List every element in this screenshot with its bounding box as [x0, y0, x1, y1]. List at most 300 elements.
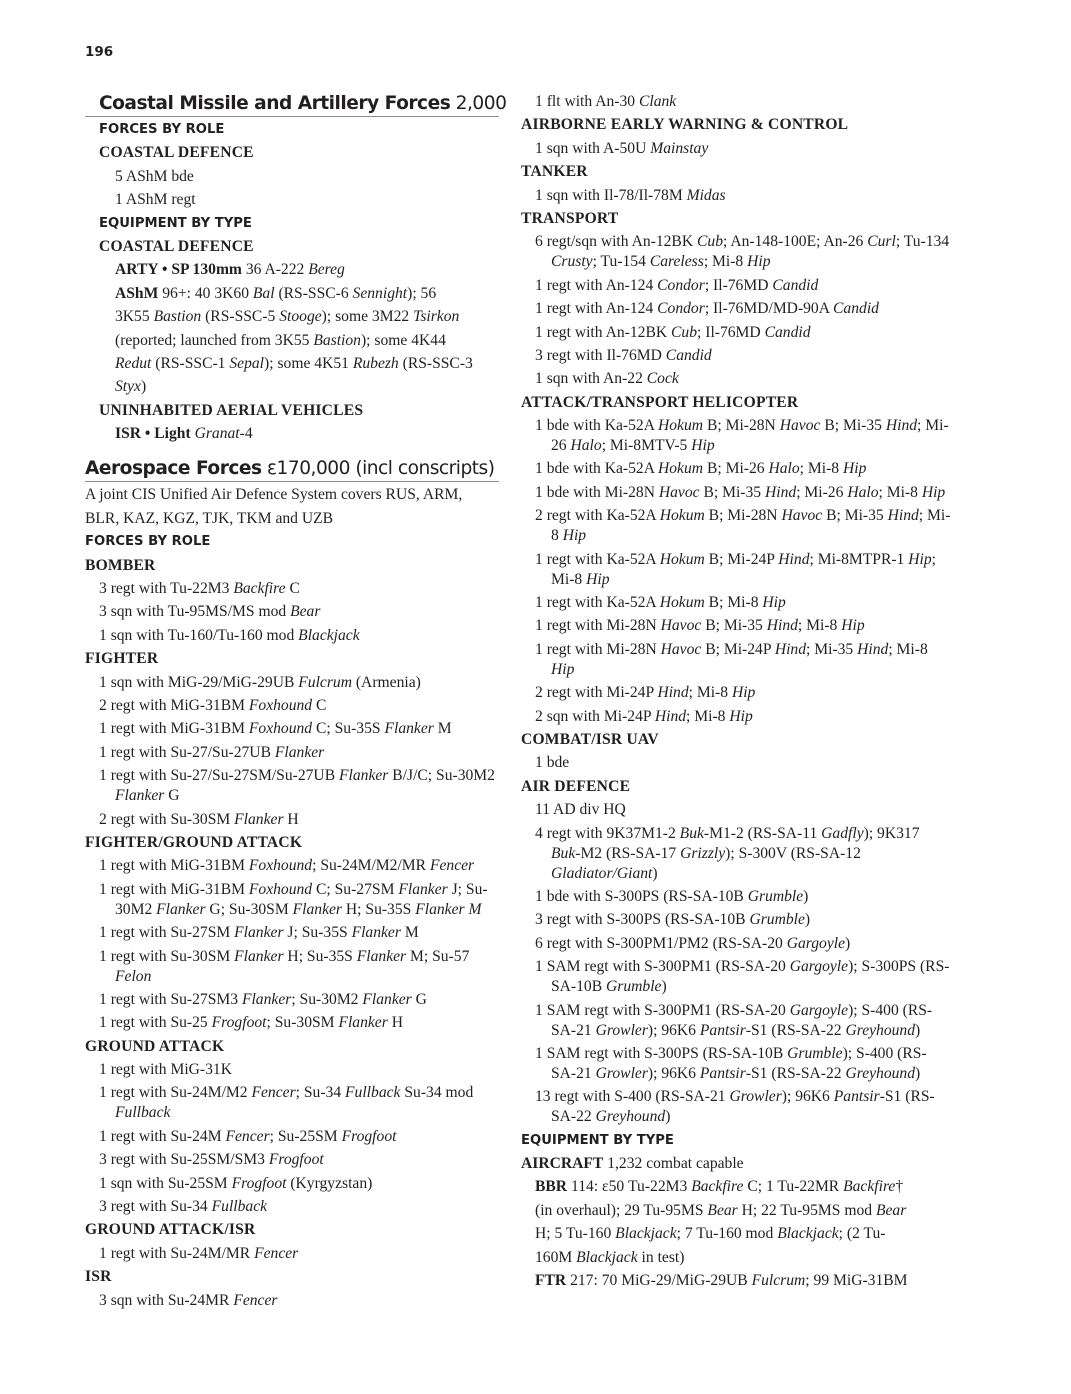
entry-line — [85, 696, 499, 716]
entry-text: (RS-SSC-5 — [201, 308, 280, 326]
entry-text: H; Su-35S — [283, 947, 357, 965]
entry-line — [521, 1044, 951, 1084]
designation-name: Frogfoot — [231, 1174, 287, 1192]
designation-name: Flanker — [338, 1014, 388, 1032]
entry-line — [85, 1150, 499, 1170]
designation-name: Hip — [691, 437, 715, 455]
designation-name: Hokum — [659, 507, 705, 525]
entry-text: 96+: 40 3K60 — [158, 284, 253, 302]
entry-text: 13 regt with S-400 (RS-SA-21 — [535, 1088, 730, 1106]
designation-name: Halo — [570, 437, 602, 455]
entry-text: ); S-400 (RS-SA-21 — [551, 1044, 927, 1082]
entry-line — [85, 579, 499, 599]
section-title-name: Coastal Missile and Artillery Forces — [99, 93, 451, 114]
designation-name: Condor — [657, 276, 705, 294]
entry-line — [85, 377, 499, 397]
designation-name: Fencer — [225, 1127, 270, 1145]
designation-name: Flanker — [292, 900, 342, 918]
entry-text: -M1-2 (RS-SA-11 — [703, 824, 822, 842]
entry-text: ; Su-34 — [295, 1084, 346, 1102]
entry-text: 1 bde with S-300PS (RS-SA-10B — [535, 887, 748, 905]
entry-text: M; Su-57 — [406, 947, 470, 965]
entry-line — [521, 550, 951, 590]
designation-name: Fulcrum — [298, 673, 352, 691]
designation-name: Curl — [867, 233, 896, 251]
entry-text: 2 regt with Mi-24P — [535, 684, 658, 702]
entry-line — [521, 640, 951, 680]
designation-name: Halo — [847, 483, 879, 501]
designation-name: Hind — [885, 417, 918, 435]
entry-text: 1 sqn with Il-78/Il-78M — [535, 186, 687, 204]
designation-name: Bear — [875, 1201, 907, 1219]
entry-text: ); 9K317 — [863, 824, 920, 842]
designation-name: Hind — [766, 617, 798, 635]
entry-text: ) — [845, 934, 851, 952]
entry-text: ; Mi-8 — [551, 550, 936, 588]
designation-name: Flanker — [234, 924, 284, 942]
entry-text: 1 regt with Su-27/Su-27SM/Su-27UB — [99, 767, 339, 785]
left-column — [85, 92, 507, 1311]
entry-line — [85, 1291, 499, 1311]
entry-text: 1 SAM regt with S-300PS (RS-SA-10B — [535, 1044, 788, 1062]
entry-text: ; Su-30SM — [266, 1014, 339, 1032]
entry-text: in test) — [637, 1248, 685, 1266]
designation-name: Hip — [551, 660, 575, 678]
entry-text: 1 sqn with A-50U — [535, 139, 651, 157]
entry-line — [521, 707, 951, 727]
entry-text: (RS-SSC-3 — [398, 354, 473, 372]
entry-text: ; Mi-8MTV-5 — [601, 437, 692, 455]
designation-name: Hip — [762, 594, 786, 612]
entry-text: ; Mi-35 — [806, 640, 858, 658]
entry-text: B; Mi-26 — [703, 460, 769, 478]
entry-text: 1 regt with An-124 — [535, 300, 658, 318]
entry-line — [85, 810, 499, 830]
designation-name: Flanker — [398, 880, 448, 898]
entry-text: ; Il-76MD/MD-90A — [704, 300, 834, 318]
entry-text: ; Mi-8 — [703, 253, 748, 271]
entry-text: 217: 70 MiG-29/MiG-29UB — [566, 1272, 752, 1290]
designation-name: Cub — [697, 233, 723, 251]
entry-line — [521, 92, 951, 112]
role-heading: FORCES BY ROLE — [85, 534, 211, 550]
entry-text: 1 regt with An-12BK — [535, 323, 672, 341]
section-title — [85, 92, 507, 117]
entry-text: 1 regt with Mi-28N — [535, 640, 661, 658]
entry-text: 1 flt with An-30 — [535, 93, 639, 110]
category-heading: ATTACK/TRANSPORT HELICOPTER — [521, 393, 799, 411]
entry-text: B; Mi-35 — [699, 483, 765, 501]
designation-name: Candid — [665, 346, 712, 364]
entry-line — [85, 354, 499, 374]
entry-text: H — [387, 1014, 403, 1032]
entry-text: 1 regt with An-124 — [535, 276, 658, 294]
entry-text: 11 AD div HQ — [535, 801, 626, 819]
entry-text: B; Mi-28N — [704, 507, 782, 525]
designation-name: Flanker — [339, 767, 389, 785]
designation-name: Clank — [638, 93, 677, 110]
entry-text: ; Mi-8 — [797, 617, 842, 635]
designation-name: Backfire — [691, 1178, 744, 1196]
designation-name: Havoc — [781, 507, 823, 525]
entry-line — [521, 1248, 951, 1268]
entry-text: 3 regt with S-300PS (RS-SA-10B — [535, 911, 750, 929]
designation-name: Redut — [115, 354, 152, 372]
designation-name: Hokum — [659, 594, 705, 612]
entry-line — [521, 593, 951, 613]
entry-text: 1,232 combat capable — [603, 1155, 744, 1173]
designation-name: Greyhound — [845, 1064, 916, 1082]
designation-name: Foxhound — [248, 696, 313, 714]
entry-line — [521, 753, 951, 773]
entry-line — [521, 616, 951, 636]
designation-name: Sepal — [229, 354, 265, 372]
entry-text: ); some 4K44 — [360, 331, 446, 349]
section-spacer — [85, 447, 499, 457]
entry-text: (RS-SSC-1 — [151, 354, 230, 372]
entry-text: ) — [665, 1108, 671, 1126]
category-heading: TRANSPORT — [521, 209, 619, 227]
entry-text: 1 SAM regt with S-300PM1 (RS-SA-20 — [535, 1001, 790, 1019]
designation-name: Fencer — [254, 1244, 299, 1262]
entry-text: B; Mi-24P — [704, 550, 779, 568]
designation-name: Buk — [551, 844, 576, 862]
entry-line — [521, 186, 951, 206]
entry-line — [85, 990, 499, 1010]
entry-line — [85, 673, 499, 693]
entry-line — [85, 307, 499, 327]
entry-text: 2 sqn with Mi-24P — [535, 707, 655, 725]
entry-text: 6 regt with S-300PM1/PM2 (RS-SA-20 — [535, 934, 787, 952]
designation-name: Flanker — [234, 947, 284, 965]
designation-name: Hip — [841, 617, 865, 635]
designation-name: Fencer — [251, 1084, 296, 1102]
entry-text: ; Il-76MD — [704, 276, 773, 294]
entry-text: 1 sqn with Tu-160/Tu-160 mod — [99, 626, 299, 644]
category-heading: GROUND ATTACK/ISR — [85, 1221, 256, 1239]
designation-name: Frogfoot — [211, 1014, 267, 1032]
entry-text: ); 96K6 — [781, 1088, 834, 1106]
entry-line — [521, 887, 951, 907]
entry-text: 3 sqn with Tu-95MS/MS mod — [99, 603, 291, 621]
entry-line — [85, 947, 499, 987]
entry-text: ; An-148-100E; An-26 — [723, 233, 868, 251]
designation-name: Hip — [586, 570, 610, 588]
entry-text: 1 regt with MiG-31BM — [99, 720, 249, 738]
entry-text: ) — [804, 911, 811, 929]
entry-text: 1 regt with Mi-28N — [535, 617, 661, 635]
entry-label: FTR — [535, 1272, 567, 1290]
designation-name: Hip — [747, 253, 771, 271]
designation-name: Backfire — [233, 580, 286, 598]
designation-name: Careless — [649, 253, 704, 271]
entry-text: H; Su-35S — [342, 900, 416, 918]
designation-name: Bear — [707, 1201, 738, 1219]
entry-line — [521, 957, 951, 997]
entry-line — [85, 1127, 499, 1147]
entry-line — [85, 424, 499, 444]
entry-label: ARTY • SP 130mm — [115, 261, 242, 279]
designation-name: Mainstay — [650, 139, 709, 157]
entry-line — [85, 1244, 499, 1264]
entry-text: B; Mi-35 — [822, 507, 888, 525]
entry-text: 1 SAM regt with S-300PM1 (RS-SA-20 — [535, 958, 790, 976]
designation-name: Styx — [115, 378, 141, 396]
entry-line — [521, 1177, 951, 1197]
entry-text: ; Su-30M2 — [291, 990, 363, 1008]
designation-name: Hind — [657, 684, 689, 702]
entry-line — [521, 1154, 951, 1174]
entry-text: C; Su-35S — [312, 720, 385, 738]
designation-name: Cock — [646, 370, 679, 388]
designation-name: Fencer — [429, 857, 475, 875]
entry-text: B; Mi-35 — [701, 617, 767, 635]
entry-text: ; Mi-8 — [888, 640, 928, 658]
category-heading: ISR — [85, 1268, 112, 1286]
entry-text: ); 56 — [407, 284, 437, 302]
entry-text: ); some 4K51 — [264, 354, 353, 372]
category-heading: GROUND ATTACK — [85, 1037, 225, 1055]
entry-text: ; Tu-134 — [895, 233, 950, 251]
designation-name: Backfire — [843, 1178, 896, 1196]
entry-text: 1 regt with Su-27/Su-27UB — [99, 743, 275, 761]
designation-name: Flanker M — [415, 900, 482, 918]
entry-text: 1 regt with MiG-31BM — [99, 880, 249, 898]
entry-text: 1 regt with MiG-31BM — [99, 857, 249, 875]
designation-name: Hind — [765, 483, 797, 501]
designation-name: Hokum — [658, 460, 704, 478]
entry-text: ; 99 MiG-31BM — [805, 1272, 908, 1290]
entry-line — [85, 485, 499, 505]
entry-text: 3 sqn with Su-24MR — [99, 1291, 234, 1309]
designation-name: Hind — [778, 550, 810, 568]
designation-name: Pantsir — [699, 1064, 746, 1082]
section-title-name: Aerospace Forces — [85, 458, 262, 480]
entry-text: 5 AShM bde — [115, 167, 194, 185]
designation-name: Granat — [194, 425, 240, 443]
entry-text: 1 bde — [535, 754, 570, 772]
entry-line — [521, 683, 951, 703]
entry-text: -S1 (RS-SA-22 — [551, 1088, 935, 1126]
designation-name: Havoc — [660, 617, 702, 635]
designation-name: Blackjack — [576, 1248, 638, 1266]
entry-text: ; Mi-8 — [688, 684, 732, 702]
entry-text: G — [164, 787, 180, 805]
designation-name: Gargoyle — [786, 934, 846, 952]
entry-text: 2 regt with Ka-52A — [535, 507, 660, 525]
entry-line — [85, 880, 499, 920]
designation-name: Stooge — [279, 308, 322, 326]
designation-name: Flanker — [274, 743, 325, 761]
designation-name: Blackjack — [298, 626, 360, 644]
entry-line — [521, 824, 951, 884]
entry-line — [85, 1174, 499, 1194]
entry-text: 3 regt with Su-34 — [99, 1198, 212, 1216]
designation-name: Midas — [686, 186, 726, 204]
entry-line — [521, 459, 951, 479]
entry-line — [85, 1197, 499, 1217]
designation-name: Havoc — [779, 417, 821, 435]
entry-text: ; Tu-154 — [592, 253, 650, 271]
designation-name: Fullback — [115, 1104, 171, 1122]
designation-name: Frogfoot — [268, 1151, 324, 1169]
entry-line — [521, 1271, 951, 1291]
entry-line — [85, 602, 499, 622]
entry-line — [85, 856, 499, 876]
designation-name: Grumble — [749, 911, 805, 929]
entry-text: ); 96K6 — [647, 1064, 700, 1082]
designation-name: Sennight — [352, 284, 408, 302]
designation-name: Foxhound — [248, 857, 313, 875]
entry-text: -M2 (RS-SA-17 — [575, 844, 681, 862]
entry-line — [85, 719, 499, 739]
designation-name: Buk — [679, 824, 704, 842]
entry-text: 1 regt with Ka-52A — [535, 550, 660, 568]
designation-name: Hip — [921, 483, 946, 501]
entry-text: M — [400, 924, 419, 942]
entry-text: 1 regt with Su-24M/M2 — [99, 1084, 252, 1102]
entry-text: ; Mi-8 — [551, 507, 951, 545]
designation-name: Bear — [290, 603, 321, 621]
entry-text: ; 7 Tu-160 mod — [676, 1225, 778, 1243]
entry-line — [521, 139, 951, 159]
entry-text: 1 sqn with MiG-29/MiG-29UB — [99, 673, 299, 691]
category-heading: AIR DEFENCE — [521, 777, 631, 795]
entry-line — [521, 1001, 951, 1041]
entry-text: ; Mi-8 — [799, 460, 843, 478]
category-heading: COASTAL DEFENCE — [99, 144, 254, 162]
entry-text: C; 1 Tu-22MR — [743, 1178, 844, 1196]
category-heading: FIGHTER/GROUND ATTACK — [85, 833, 303, 851]
designation-name: Rubezh — [352, 354, 399, 372]
role-heading: EQUIPMENT BY TYPE — [521, 1132, 674, 1148]
entry-line — [85, 1083, 499, 1123]
designation-name: Hip — [908, 550, 932, 568]
designation-name: Crusty — [551, 253, 593, 271]
designation-name: Foxhound — [248, 880, 313, 898]
entry-text: H — [283, 810, 299, 828]
designation-name: Grumble — [787, 1044, 843, 1062]
entry-text: ; Mi-26 — [796, 483, 848, 501]
designation-name: Felon — [115, 967, 152, 985]
entry-text: ); some 3M22 — [321, 308, 414, 326]
entry-line — [85, 284, 499, 304]
designation-name: Fullback — [211, 1198, 268, 1216]
category-heading: TANKER — [521, 163, 588, 181]
entry-line — [521, 416, 951, 456]
entry-text: ) — [803, 887, 809, 905]
entry-text: B; Mi-35 — [820, 417, 886, 435]
entry-text: 2 regt with MiG-31BM — [99, 696, 249, 714]
designation-name: Flanker — [362, 990, 412, 1008]
entry-text: B; Mi-28N — [703, 417, 780, 435]
entry-line — [521, 369, 951, 389]
entry-line — [85, 331, 499, 351]
entry-text: 1 regt with Su-25 — [99, 1014, 212, 1032]
entry-line — [521, 506, 951, 546]
entry-text: J; Su-35S — [283, 924, 352, 942]
entry-line — [521, 910, 951, 930]
category-heading: UNINHABITED AERIAL VEHICLES — [99, 401, 364, 419]
designation-name: Fulcrum — [751, 1272, 806, 1290]
designation-name: Flanker — [351, 924, 401, 942]
page-number: 196 — [85, 44, 114, 60]
entry-text: BLR, KAZ, KGZ, TJK, TKM and UZB — [85, 509, 334, 527]
designation-name: Havoc — [658, 483, 700, 501]
designation-name: Flanker — [234, 810, 284, 828]
category-heading: AIRBORNE EARLY WARNING & CONTROL — [521, 116, 849, 134]
entry-text: ; Su-24M/M2/MR — [312, 857, 430, 875]
designation-name: Hip — [842, 460, 867, 478]
designation-name: Candid — [772, 276, 819, 294]
entry-line — [85, 743, 499, 763]
entry-text: 1 sqn with Su-25SM — [99, 1174, 232, 1192]
designation-name: Candid — [833, 300, 879, 318]
entry-text: B; Mi-24P — [701, 640, 775, 658]
designation-name: Hind — [857, 640, 889, 658]
entry-line — [85, 167, 499, 187]
designation-name: Greyhound — [845, 1021, 916, 1039]
category-heading: FIGHTER — [85, 650, 159, 668]
designation-name: Candid — [764, 323, 811, 341]
designation-name: Flanker — [356, 947, 407, 965]
designation-name: Foxhound — [248, 720, 313, 738]
entry-text: 1 AShM regt — [115, 191, 196, 209]
designation-name: Havoc — [660, 640, 702, 658]
designation-name: Cub — [671, 323, 698, 341]
entry-text: C; Su-27SM — [312, 880, 399, 898]
entry-text: ); S-300V (RS-SA-12 — [725, 844, 861, 862]
designation-name: Halo — [768, 460, 800, 478]
entry-text: 6 regt/sqn with An-12BK — [535, 233, 697, 251]
designation-name: Pantsir — [699, 1021, 746, 1039]
designation-name: Gargoyle — [789, 958, 849, 976]
entry-text: M — [433, 720, 452, 738]
entry-text: (in overhaul); 29 Tu-95MS — [535, 1201, 708, 1219]
entry-text: 1 bde with Ka-52A — [535, 460, 658, 478]
entry-line — [85, 1013, 499, 1033]
entry-text: 114: ε50 Tu-22M3 — [567, 1178, 692, 1196]
entry-line — [521, 232, 951, 272]
entry-text: ; Mi-26 — [551, 417, 949, 455]
entry-text: ) — [661, 978, 667, 996]
entry-line — [521, 1087, 951, 1127]
entry-text: 1 regt with Ka-52A — [535, 594, 660, 612]
entry-text: 1 regt with Su-24M — [99, 1127, 226, 1145]
designation-name: Growler — [595, 1064, 648, 1082]
designation-name: Grumble — [606, 978, 662, 996]
designation-name: Grizzly — [680, 844, 726, 862]
designation-name: Flanker — [115, 787, 165, 805]
entry-text: C — [285, 580, 300, 598]
entry-text: 1 regt with Su-27SM3 — [99, 990, 242, 1008]
entry-line — [85, 190, 499, 210]
entry-text: -4 — [239, 425, 253, 443]
entry-label: AIRCRAFT — [521, 1155, 604, 1173]
designation-name: Fencer — [233, 1291, 278, 1309]
entry-text: ) — [652, 864, 658, 882]
entry-text: H; 5 Tu-160 — [535, 1225, 616, 1243]
entry-text: C — [312, 696, 327, 714]
section-title-strength: ε170,000 (incl conscripts) — [261, 458, 495, 480]
entry-label: AShM — [115, 284, 159, 302]
entry-text: † — [895, 1178, 904, 1196]
entry-line — [521, 299, 951, 319]
designation-name: Flanker — [241, 990, 292, 1008]
entry-text: 1 regt with Su-27SM — [99, 924, 235, 942]
entry-text: 36 A-222 — [241, 261, 309, 279]
entry-line — [521, 346, 951, 366]
